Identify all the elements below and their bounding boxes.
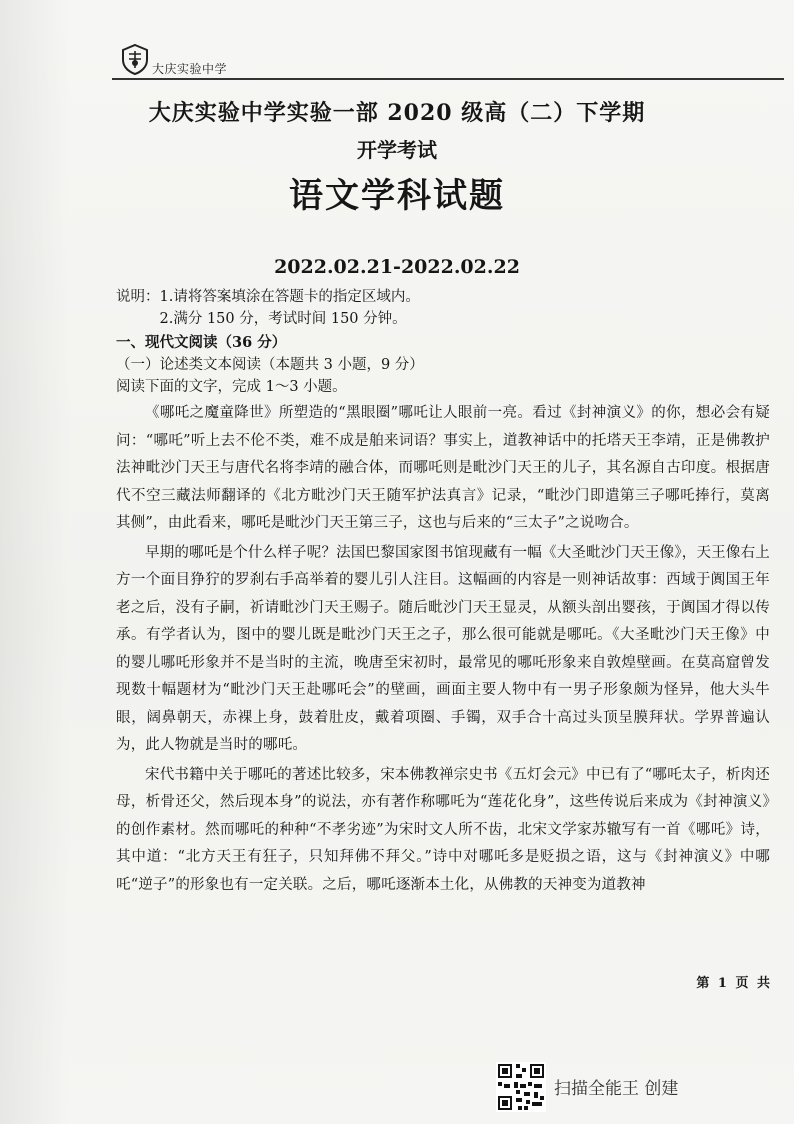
- scanner-watermark: [496, 1062, 736, 1114]
- page-number: 第 1 页 共: [696, 976, 772, 991]
- qr-code-icon: [496, 1062, 546, 1112]
- exam-date: 2022.02.21-2022.02.22: [274, 256, 520, 278]
- school-name: 大庆实验中学: [152, 62, 228, 76]
- exam-title-line2: 开学考试: [357, 138, 437, 162]
- subsection-heading: （一）论述类文本阅读（本题共 3 小题，9 分）: [116, 357, 424, 373]
- exam-content: [116, 286, 770, 899]
- passage-paragraph: 早期的哪吒是个什么样子呢？法国巴黎国家图书馆现藏有一幅《大圣毗沙门天王像》，天王像右上方一个面目狰狞的罗刹右手高举着的婴儿引人注目。这幅画的内容是一则神话故事：西域于阗国王年老之后，没有子嗣，祈请毗沙门天王赐子。随后毗沙门天王显灵，从额头剖出婴孩，于阗国才得以传承。有学者认为，图中的婴儿既是毗沙门天王之子，那么很可能就是哪吒。《大圣毗沙门天王像》中的婴儿哪吒形象并不是当时的主流，晚唐至宋初时，最常见的哪吒形象来自敦煌壁画。在莫高窟曾发现数十幅题材为“毗沙门天王赴哪吒会”的壁画，画面主要人物中有一男子形象颇为怪异，他大头牛眼，阔鼻朝天，赤裸上身，鼓着肚皮，戴着项圈、手镯，双手合十高过头顶呈膜拜状。学界普遍认为，此人物就是当时的哪吒。: [116, 544, 770, 753]
- subject-title: 语文学科试题: [289, 176, 505, 216]
- header-rule: [112, 78, 784, 80]
- instruction-item-1: 1.请将答案填涂在答题卡的指定区域内。: [159, 289, 420, 305]
- school-emblem-icon: [118, 42, 152, 76]
- page-header: [118, 40, 778, 80]
- passage-paragraph: 宋代书籍中关于哪吒的著述比较多，宋本佛教禅宗史书《五灯会元》中已有了“哪吒太子，析肉还母，析骨还父，然后现本身”的说法，亦有著作称哪吒为“莲花化身”，这些传说后来成为《封神演义》的创作素材。然而哪吒的种种“不孝劣迹”为宋时文人所不齿，北宋文学家苏辙写有一首《哪吒》诗，其中道：“北方天王有狂子，只知拜佛不拜父。”诗中对哪吒多是贬损之语，这与《封神演义》中哪吒“逆子”的形象也有一定关联。之后，哪吒逐渐本土化，从佛教的天神变为道教神: [116, 766, 771, 893]
- reading-instruction: 阅读下面的文字，完成 1～3 小题。: [116, 379, 347, 395]
- passage-paragraph: 《哪吒之魔童降世》所塑造的“黑眼圈”哪吒让人眼前一亮。看过《封神演义》的你，想必会有疑问：“哪吒”听上去不伦不类，难不成是舶来词语？事实上，道教神话中的托塔天王李靖，正是佛教护法神毗沙门天王与唐代名将李靖的融合体，而哪吒则是毗沙门天王的儿子，其名源自古印度。根据唐代不空三藏法师翻译的《北方毗沙门天王随军护法真言》记录，“毗沙门即遣第三子哪吒捧行，莫离其侧”，由此看来，哪吒是毗沙门天王第三子，这也与后来的“三太子”之说吻合。: [116, 405, 770, 531]
- section-heading: 一、现代文阅读（36 分）: [116, 334, 287, 351]
- scanner-label: 扫描全能王 创建: [554, 1079, 679, 1099]
- instructions-label: 说明：: [116, 289, 160, 305]
- exam-title-line1: 大庆实验中学实验一部 2020 级高（二）下学期: [148, 100, 646, 126]
- instructions-block: [116, 286, 770, 330]
- instruction-item-2: 2.满分 150 分，考试时间 150 分钟。: [159, 311, 407, 327]
